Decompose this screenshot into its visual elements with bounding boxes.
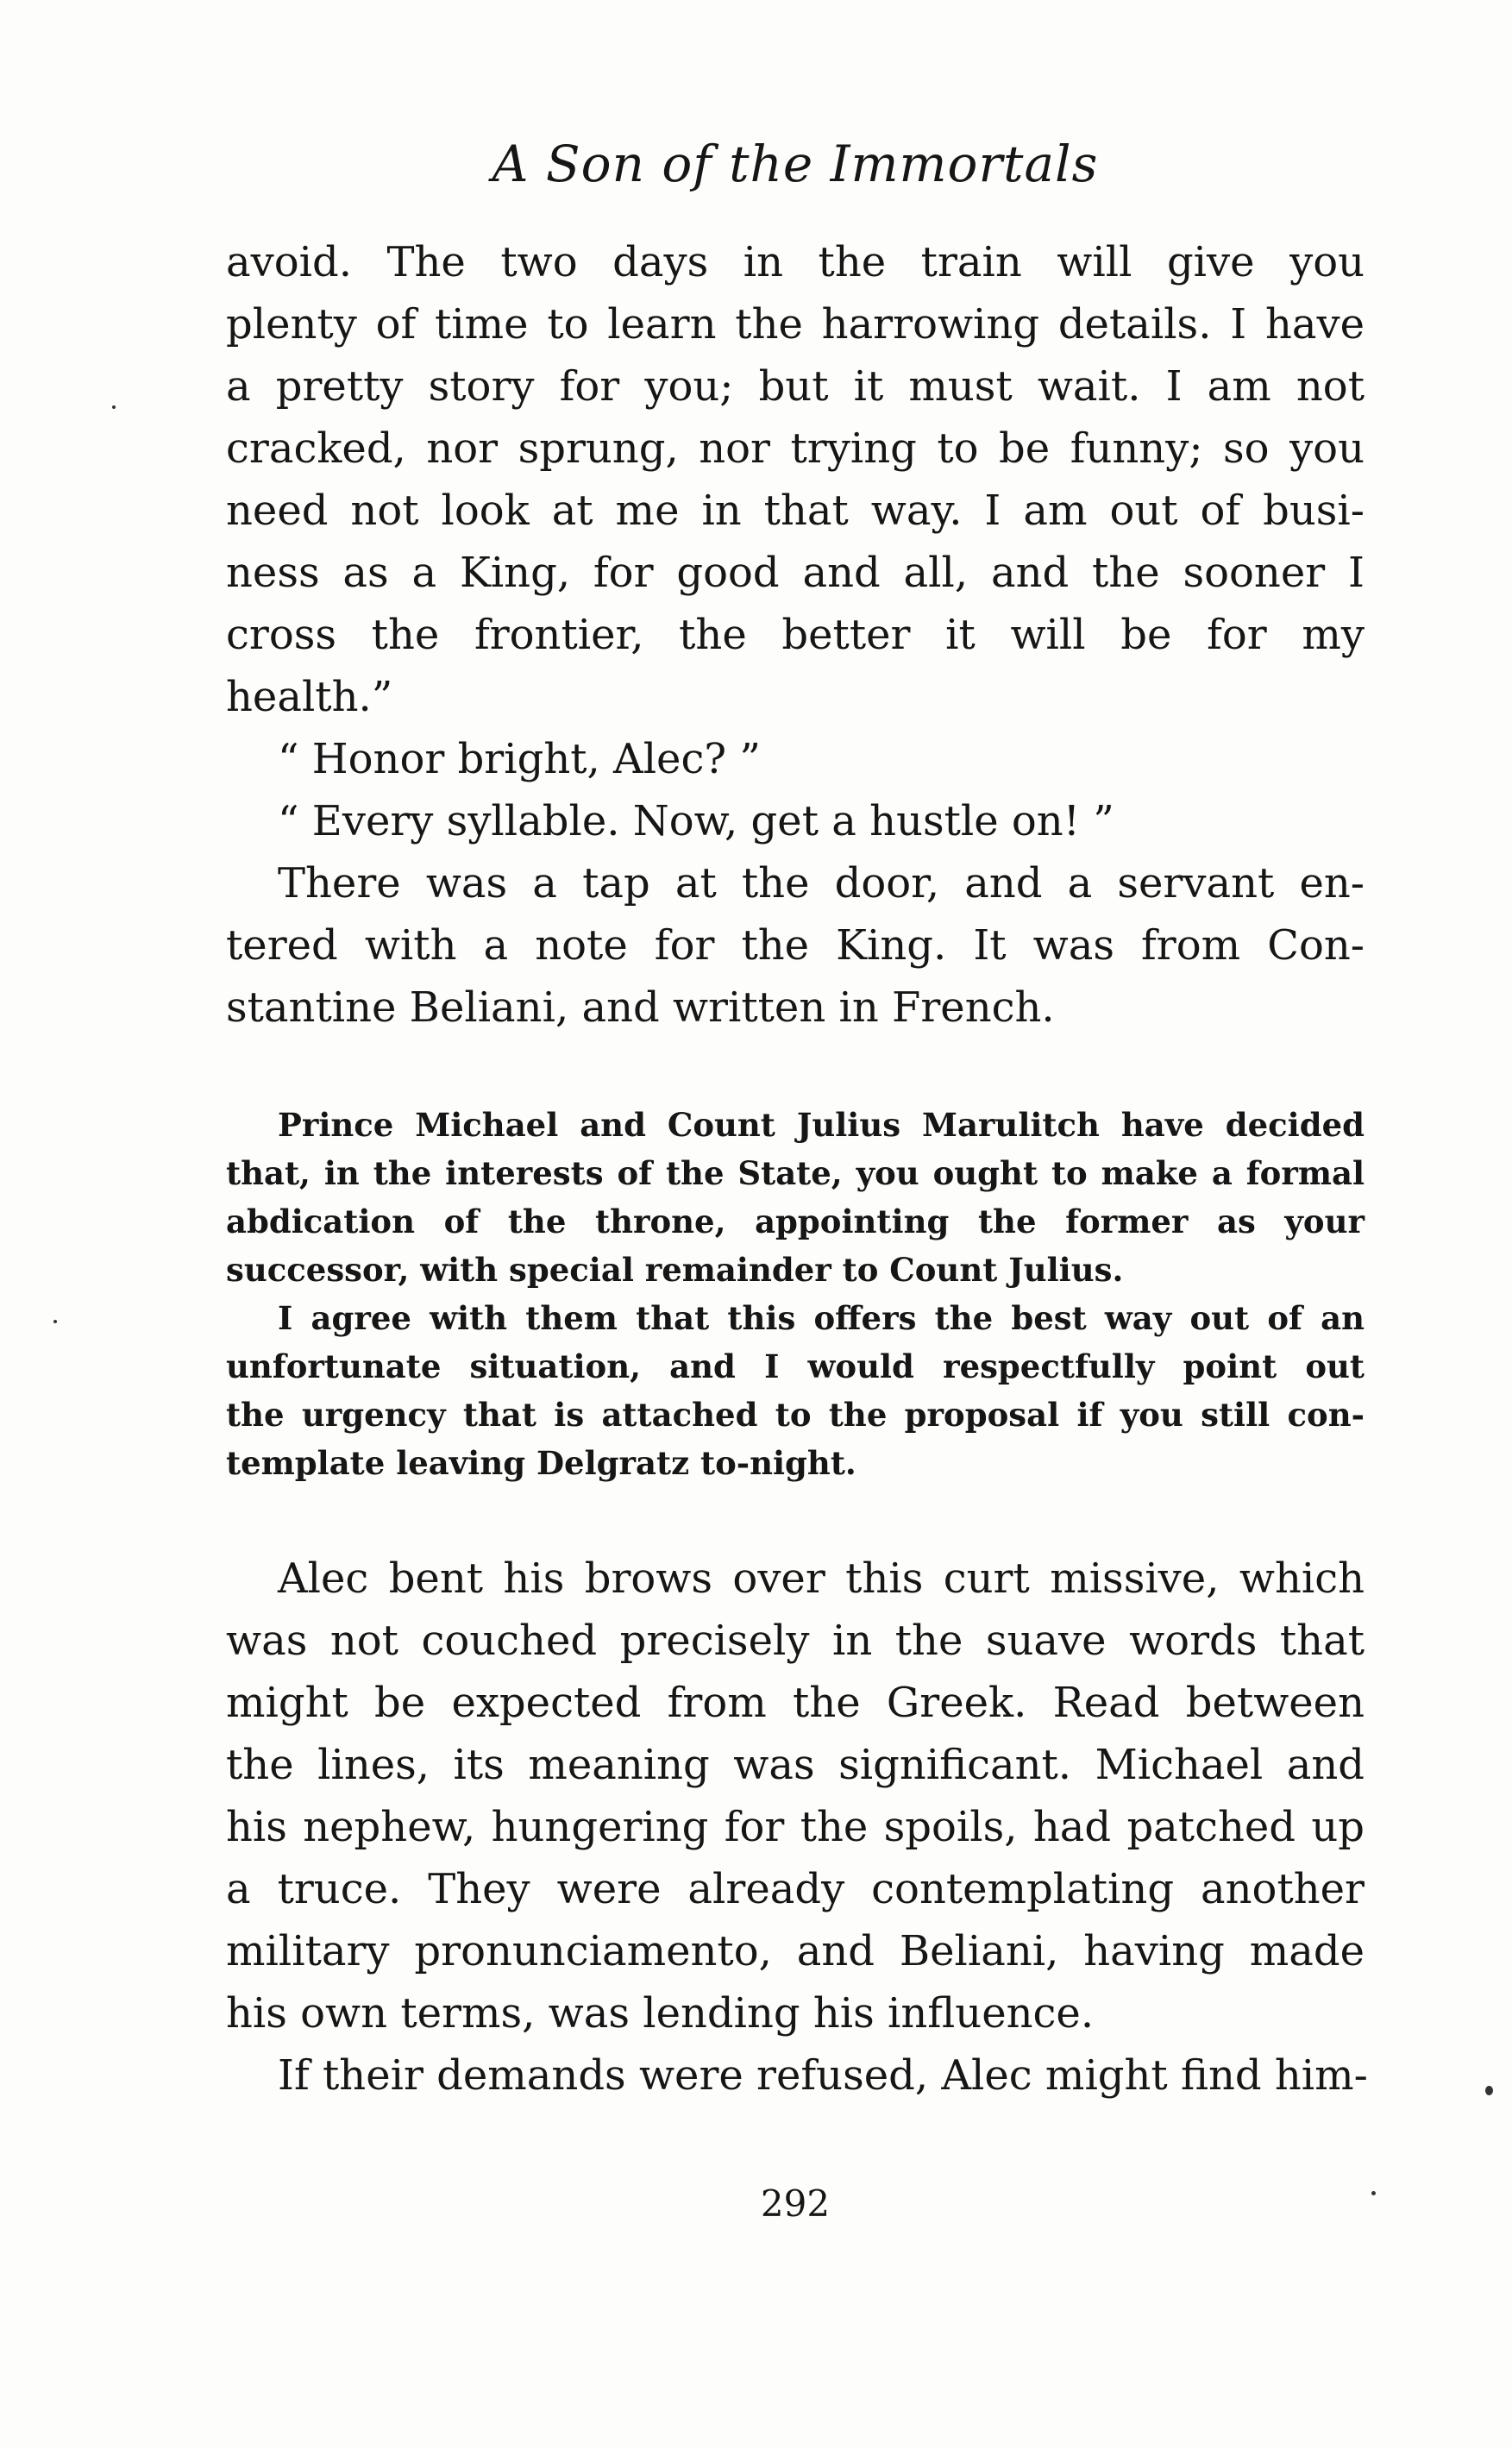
paragraph-2 [226, 852, 1365, 1039]
text-line: his nephew, hungering for the spoils, had patched up [226, 1803, 1365, 1851]
text-line: military pronunciamento, and Beliani, having made [226, 1927, 1365, 1975]
scan-speck [112, 405, 116, 409]
text-line: “ Honor bright, Alec? ” [278, 735, 761, 783]
paragraph-1 [226, 231, 1365, 728]
text-line: the lines, its meaning was significant. Michael and [226, 1741, 1365, 1789]
text-line: was not couched precisely in the suave words that [226, 1617, 1365, 1665]
text-line: a truce. They were already contemplating another [226, 1865, 1365, 1913]
page-number: 292 [760, 2182, 831, 2225]
note-line: Prince Michael and Count Julius Marulitch have decided [278, 1106, 1365, 1144]
paragraph-3 [226, 1548, 1365, 2044]
main-text-continued [226, 1548, 1368, 2107]
text-line: a pretty story for you; but it must wait. I am not [226, 362, 1365, 411]
note-line: I agree with them that this offers the best way out of an [278, 1299, 1365, 1337]
dialogue-line-1 [226, 728, 1365, 790]
scan-speck [53, 1320, 57, 1323]
scan-speck [1485, 2086, 1493, 2095]
main-text [226, 231, 1365, 1039]
note-line: abdication of the throne, appointing the former as your [226, 1203, 1365, 1240]
page-body [226, 231, 1368, 2107]
text-line: tered with a note for the King. It was from Con- [226, 921, 1365, 970]
text-line: his own terms, was lending his influence. [226, 1989, 1095, 2038]
text-line: need not look at me in that way. I am out of busi- [226, 487, 1365, 535]
dialogue-line-2 [226, 790, 1365, 852]
note-line: successor, with special remainder to Count Julius. [226, 1251, 1124, 1289]
note-paragraph-2 [226, 1294, 1365, 1487]
note-line: template leaving Delgratz to-night. [226, 1444, 856, 1482]
text-line: “ Every syllable. Now, get a hustle on! ” [278, 797, 1114, 845]
text-line: avoid. The two days in the train will give you [226, 238, 1365, 286]
text-line: health.” [226, 673, 393, 721]
paragraph-4 [226, 2044, 1368, 2107]
text-line: If their demands were refused, Alec might find him- [278, 2051, 1368, 2100]
text-line: stantine Beliani, and written in French. [226, 983, 1055, 1032]
text-line: ness as a King, for good and all, and the sooner I [226, 549, 1365, 597]
scan-speck [1371, 2191, 1376, 2195]
note-line: unfortunate situation, and I would respectfully point out [226, 1347, 1365, 1385]
text-line: There was a tap at the door, and a servant en- [278, 859, 1365, 907]
text-line: Alec bent his brows over this curt missive, which [278, 1554, 1365, 1603]
text-line: might be expected from the Greek. Read between [226, 1679, 1365, 1727]
text-line: plenty of time to learn the harrowing details. I have [226, 300, 1365, 349]
text-line: cross the frontier, the better it will be for my [226, 611, 1365, 659]
quoted-note [226, 1101, 1365, 1487]
note-paragraph-1 [226, 1101, 1365, 1294]
running-head: A Son of the Immortals [492, 135, 1099, 193]
text-line: cracked, nor sprung, nor trying to be funny; so you [226, 424, 1365, 473]
note-line: the urgency that is attached to the proposal if you still con- [226, 1396, 1365, 1434]
note-line: that, in the interests of the State, you ought to make a formal [226, 1154, 1365, 1192]
